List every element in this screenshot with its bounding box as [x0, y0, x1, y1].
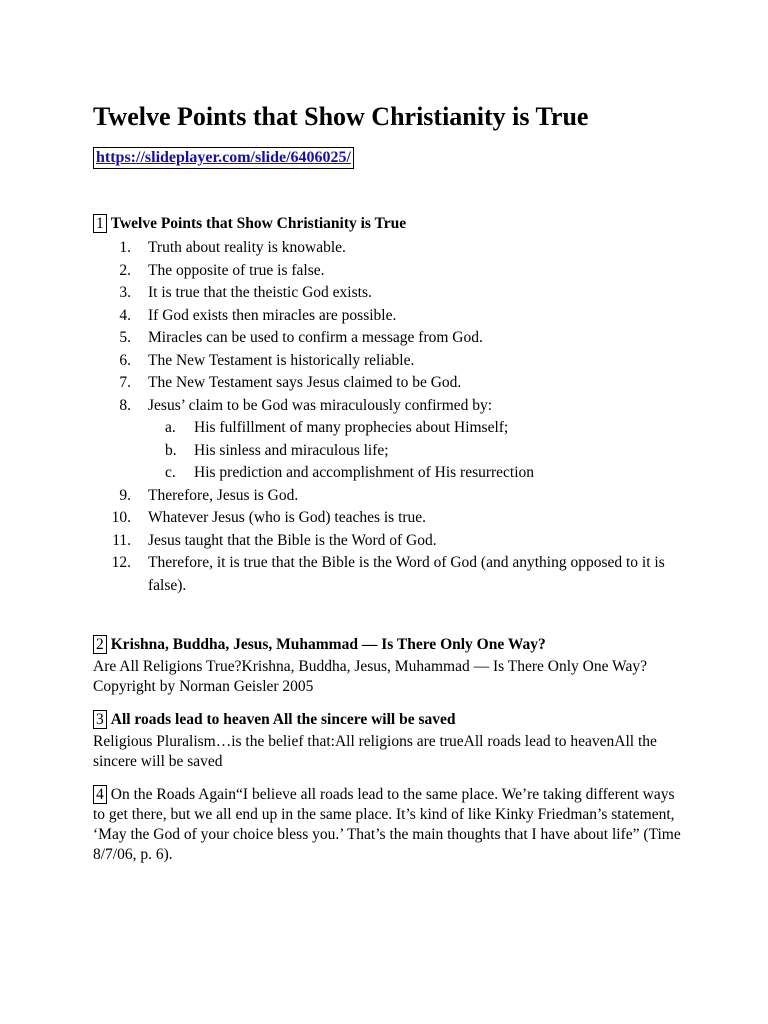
page-title: Twelve Points that Show Christianity is True [93, 102, 589, 131]
list-item: 1. Truth about reality is knowable. [119, 239, 346, 256]
list-item: 12. Therefore, it is true that the Bible is the Word of God (and anything opposed to it is false). [111, 554, 665, 594]
section-3-body: Religious Pluralism…is the belief that:All religions are trueAll roads lead to heavenAll the sincere will be saved [93, 733, 657, 770]
section-number: 3 [93, 710, 107, 729]
section-number: 4 [93, 785, 107, 804]
source-link[interactable]: https://slideplayer.com/slide/6406025/ [93, 147, 354, 169]
sub-list-item: b. His sinless and miraculous life; [165, 441, 389, 459]
list-item: 10. Whatever Jesus (who is God) teaches is true. [111, 509, 427, 526]
list-item: 4. If God exists then miracles are possible. [119, 306, 397, 324]
section-number: 1 [93, 214, 107, 233]
list-item: 3. It is true that the theistic God exists. [119, 284, 372, 301]
section-4-body [93, 785, 683, 865]
section-heading-text: All roads lead to heaven All the sincere will be saved [110, 711, 456, 728]
list-item: 2. The opposite of true is false. [119, 261, 325, 279]
list-item: 8. Jesus’ claim to be God was miraculously confirmed by: a. His fulfillment of many prophecies about Himself; b. His sinless and miraculous life; c. His prediction and accomplishment of His resurrection [93, 395, 693, 485]
section-3-heading [93, 709, 455, 731]
list-item: 11. Jesus taught that the Bible is the Word of God. [112, 531, 437, 549]
section-number: 2 [93, 635, 107, 654]
list-item: 5. Miracles can be used to confirm a message from God. [119, 329, 483, 346]
sub-list-item: c. His prediction and accomplishment of His resurrection [165, 464, 535, 481]
section-1-heading [93, 213, 406, 235]
twelve-points-list [93, 237, 693, 597]
list-item: 9. Therefore, Jesus is God. [119, 486, 299, 504]
list-item: 6. The New Testament is historically reliable. [119, 351, 415, 369]
section-heading-text: Krishna, Buddha, Jesus, Muhammad — Is There Only One Way? [110, 636, 546, 653]
sub-list [93, 417, 693, 485]
list-item: 7. The New Testament says Jesus claimed to be God. [119, 374, 462, 391]
sub-list-item: a. His fulfillment of many prophecies about Himself; [165, 419, 509, 436]
section-body-text: On the Roads Again“I believe all roads lead to the same place. We’re taking different ways to get there, but we all end up in the same place. It’s kind of like Kinky Friedman’s statement, ‘May the God of your choice bless you.’ That’s the main thoughts that I have about life” (Time 8/7/06, p. 6). [93, 786, 681, 863]
section-heading-text: Twelve Points that Show Christianity is True [110, 215, 407, 232]
section-2-body: Are All Religions True?Krishna, Buddha, Jesus, Muhammad — Is There Only One Way?Copyright by Norman Geisler 2005 [93, 658, 647, 695]
section-2-heading [93, 634, 546, 656]
